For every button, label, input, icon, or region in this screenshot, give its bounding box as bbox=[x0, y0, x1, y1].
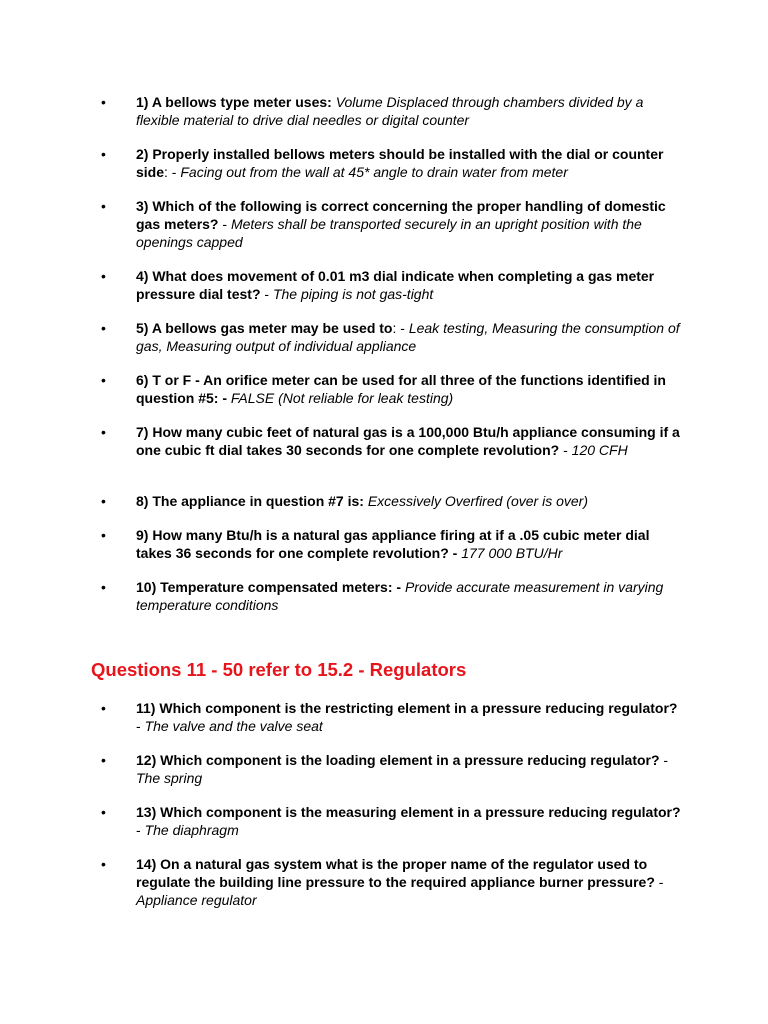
answer: Meters shall be transported securely in an upright position with the openings capped bbox=[136, 216, 642, 250]
answer: Leak testing, Measuring the consumption of gas, Measuring output of individual appliance bbox=[136, 320, 680, 354]
bullet: • bbox=[101, 804, 106, 820]
question: 1) A bellows type meter uses: bbox=[136, 94, 332, 110]
answer: The diaphragm bbox=[144, 822, 239, 838]
question: 6) T or F - An orifice meter can be used for all three of the functions identified in question #5: - bbox=[136, 372, 666, 406]
question-answer bbox=[136, 492, 681, 510]
question: 7) How many cubic feet of natural gas is a 100,000 Btu/h appliance consuming if a one cubic ft dial takes 30 seconds for one complete revolution? bbox=[136, 424, 680, 458]
answer: 120 CFH bbox=[571, 442, 628, 458]
question: 14) On a natural gas system what is the proper name of the regulator used to regulate the building line pressure to the required appliance burner pressure? bbox=[136, 856, 655, 890]
answer: Appliance regulator bbox=[136, 892, 257, 908]
answer: Facing out from the wall at 45* angle to drain water from meter bbox=[180, 164, 568, 180]
separator: - bbox=[218, 216, 231, 232]
question-answer bbox=[136, 197, 681, 251]
section-heading: Questions 11 - 50 refer to 15.2 - Regulators bbox=[91, 659, 467, 680]
separator: : - bbox=[164, 164, 181, 180]
question: 11) Which component is the restricting element in a pressure reducing regulator? bbox=[136, 700, 678, 716]
separator: - bbox=[559, 442, 572, 458]
question-answer bbox=[136, 803, 681, 839]
question: 10) Temperature compensated meters: - bbox=[136, 579, 402, 595]
separator: - bbox=[659, 752, 669, 768]
answer: 177 000 BTU/Hr bbox=[461, 545, 563, 561]
question: 3) Which of the following is correct concerning the proper handling of domestic gas meters? bbox=[136, 198, 666, 232]
question-answer bbox=[136, 699, 681, 735]
answer: Excessively Overfired (over is over) bbox=[367, 493, 588, 509]
answer: The piping is not gas-tight bbox=[272, 286, 434, 302]
answer: Volume Displaced through chambers divided by a flexible material to drive dial needles or digital counter bbox=[136, 94, 644, 128]
bullet: • bbox=[101, 424, 106, 440]
bullet: • bbox=[101, 268, 106, 284]
question-answer bbox=[136, 371, 681, 407]
bullet: • bbox=[101, 752, 106, 768]
question-answer bbox=[136, 578, 681, 614]
bullet: • bbox=[101, 94, 106, 110]
question: 13) Which component is the measuring element in a pressure reducing regulator? bbox=[136, 804, 681, 820]
question-answer bbox=[136, 751, 681, 787]
question: 5) A bellows gas meter may be used to bbox=[136, 320, 393, 336]
separator: - bbox=[136, 718, 145, 734]
separator: - bbox=[136, 822, 145, 838]
bullet: • bbox=[101, 198, 106, 214]
bullet: • bbox=[101, 579, 106, 595]
question-answer bbox=[136, 319, 681, 355]
bullet: • bbox=[101, 527, 106, 543]
question: 9) How many Btu/h is a natural gas appliance firing at if a .05 cubic meter dial takes 36 seconds for one complete revolution? - bbox=[136, 527, 650, 561]
bullet: • bbox=[101, 320, 106, 336]
bullet: • bbox=[101, 372, 106, 388]
separator: : - bbox=[392, 320, 409, 336]
bullet: • bbox=[101, 493, 106, 509]
answer: FALSE (Not reliable for leak testing) bbox=[230, 390, 454, 406]
question-answer bbox=[136, 855, 681, 909]
question-answer bbox=[136, 526, 681, 562]
answer: The valve and the valve seat bbox=[144, 718, 323, 734]
question-answer bbox=[136, 267, 681, 303]
question: 8) The appliance in question #7 is: bbox=[136, 493, 364, 509]
answer: Provide accurate measurement in varying temperature conditions bbox=[136, 579, 664, 613]
question-answer bbox=[136, 145, 681, 181]
question: 4) What does movement of 0.01 m3 dial indicate when completing a gas meter pressure dial test? bbox=[136, 268, 655, 302]
separator: - bbox=[654, 874, 664, 890]
bullet: • bbox=[101, 856, 106, 872]
question: 12) Which component is the loading element in a pressure reducing regulator? bbox=[136, 752, 660, 768]
separator: - bbox=[260, 286, 273, 302]
question-answer bbox=[136, 423, 681, 459]
question-answer bbox=[136, 93, 681, 129]
bullet: • bbox=[101, 146, 106, 162]
question: 2) Properly installed bellows meters should be installed with the dial or counter side bbox=[136, 146, 664, 180]
answer: The spring bbox=[136, 770, 203, 786]
bullet: • bbox=[101, 700, 106, 716]
